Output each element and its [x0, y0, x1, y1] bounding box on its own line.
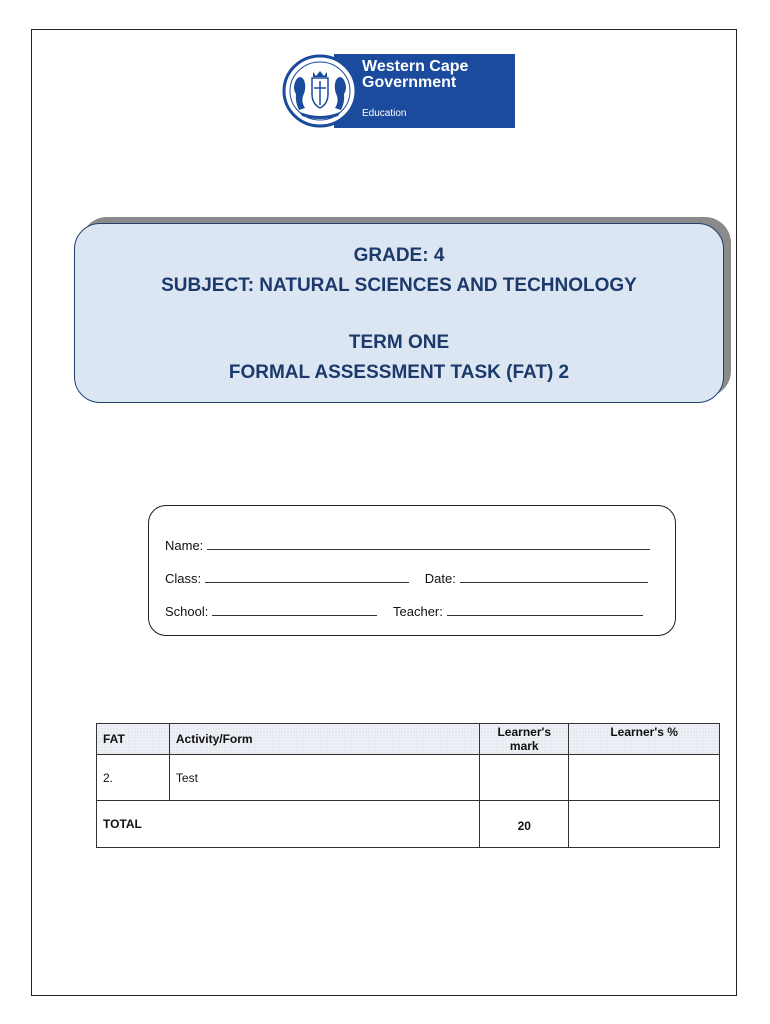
cell-activity: Test: [169, 755, 479, 801]
name-row: [165, 538, 650, 553]
cell-mark[interactable]: [480, 755, 569, 801]
class-label: Class:: [165, 571, 202, 586]
teacher-field[interactable]: [447, 614, 643, 616]
table-row-total: [97, 801, 720, 848]
school-teacher-row: [165, 604, 643, 619]
header-learner-mark: Learner's mark: [480, 724, 569, 755]
marks-table: [96, 723, 720, 848]
header-fat: FAT: [97, 724, 170, 755]
logo-title: Western Cape Government: [362, 58, 469, 91]
cell-percent[interactable]: [569, 755, 720, 801]
logo-subtitle: Education: [362, 108, 407, 119]
cell-total-mark: 20: [480, 801, 569, 848]
task-title: FORMAL ASSESSMENT TASK (FAT) 2: [228, 362, 570, 383]
class-date-row: [165, 571, 648, 586]
table-row: [97, 755, 720, 801]
grade-title: GRADE: 4: [353, 245, 445, 266]
cell-total-percent[interactable]: [569, 801, 720, 848]
cell-fat: 2.: [97, 755, 170, 801]
date-field[interactable]: [460, 581, 648, 583]
subject-title: SUBJECT: NATURAL SCIENCES AND TECHNOLOGY: [161, 275, 637, 296]
name-field[interactable]: [207, 548, 650, 550]
table-header-row: [97, 724, 720, 755]
teacher-label: Teacher:: [393, 604, 443, 619]
coat-of-arms-icon: [282, 54, 362, 128]
western-cape-government-logo: [282, 54, 515, 128]
cell-total-label: TOTAL: [97, 801, 480, 848]
header-learner-percent: Learner's %: [569, 724, 720, 755]
title-box: [74, 223, 724, 403]
class-field[interactable]: [205, 581, 409, 583]
term-title: TERM ONE: [348, 332, 450, 353]
school-field[interactable]: [212, 614, 377, 616]
header-activity: Activity/Form: [169, 724, 479, 755]
school-label: School:: [165, 604, 209, 619]
learner-info-box: [148, 505, 676, 636]
name-label: Name:: [165, 538, 204, 553]
date-label: Date:: [424, 571, 456, 586]
